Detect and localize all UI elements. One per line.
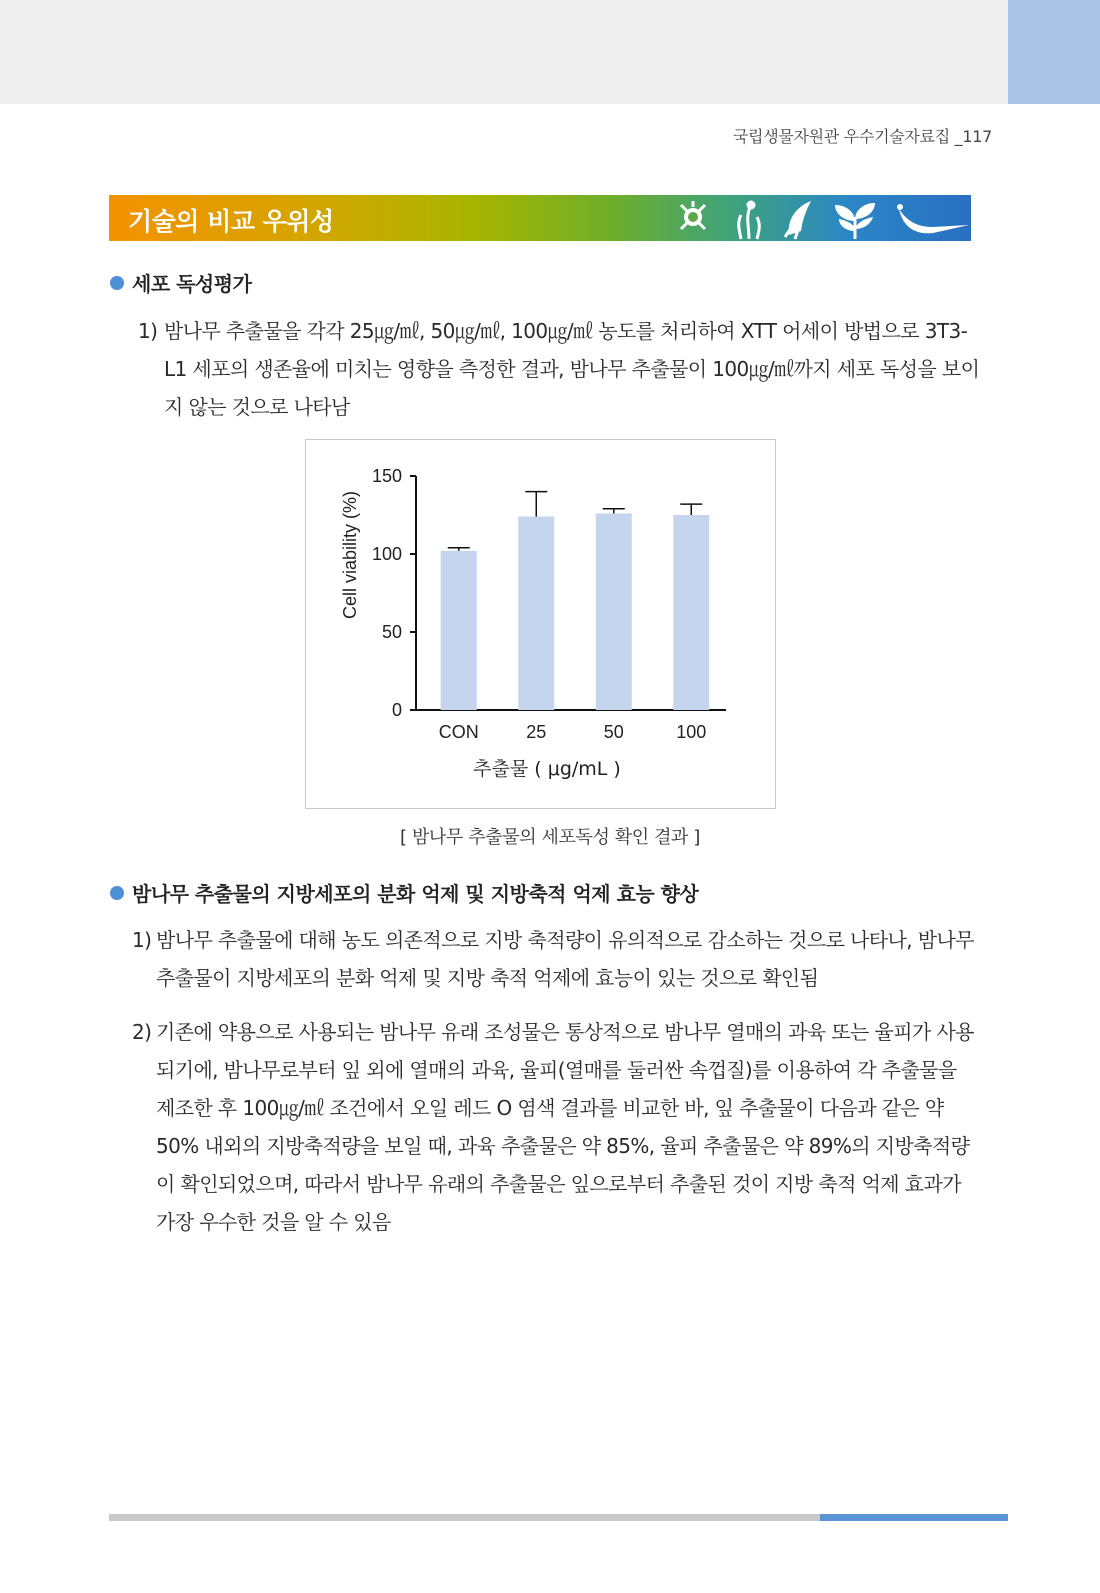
x-tick-label: 25 [526,722,547,742]
section-title-text: 밤나무 추출물의 지방세포의 분화 억제 및 지방축적 억제 효능 향상 [132,882,699,906]
section-banner [109,195,971,241]
banner-illustrations [671,195,971,241]
x-tick-label: 50 [603,722,624,742]
page-tab [1008,0,1100,104]
x-tick-label: CON [438,722,479,742]
plant-icon [739,202,760,239]
bug-icon [681,201,705,229]
y-tick-label: 0 [391,700,402,720]
section-title-cytotoxicity [110,268,251,297]
x-axis-label: 추출물 ( μg/mL ) [473,758,621,780]
bar-100 [673,515,709,710]
y-tick-label: 100 [371,544,402,564]
paragraph-item [132,921,980,997]
x-tick-label: 100 [676,722,707,742]
figure-frame [305,439,776,809]
item-text: 밤나무 추출물에 대해 농도 의존적으로 지방 축적량이 유의적으로 감소하는 것으로 나타나, 밤나무 추출물이 지방세포의 분화 억제 및 지방 축적 억제에 효능이 있는 것으로 확인됨 [156,928,974,990]
item-number: 1) [132,928,152,952]
bird-icon [897,204,969,233]
figure-caption: [ 밤나무 추출물의 세포독성 확인 결과 ] [400,827,700,848]
paragraph-item [132,1013,980,1241]
y-axis-label: Cell viability (%) [340,490,360,620]
section-title-text: 세포 독성평가 [132,272,252,296]
cell-viability-chart [306,440,775,808]
bar-50 [596,513,632,710]
item-text: 밤나무 추출물을 각각 25㎍/㎖, 50㎍/㎖, 100㎍/㎖ 농도를 처리하여 XTT 어세이 방법으로 3T3-L1 세포의 생존율에 미치는 영향을 측정한 결과, 밤나무 추출물이 100㎍/㎖까지 세포 독성을 보이지 않는 것으로 나타남 [164,319,980,419]
y-tick-label: 150 [371,466,402,486]
item-number: 2) [132,1020,152,1044]
y-tick-label: 50 [381,622,402,642]
running-header: 국립생물자원관 우수기술자료집 _117 [732,127,992,146]
item-text: 기존에 약용으로 사용되는 밤나무 유래 조성물은 통상적으로 밤나무 열매의 과육 또는 율피가 사용되기에, 밤나무로부터 잎 외에 열매의 과육, 율피(열매를 둘러싼 속껍질)를 이용하여 각 추출물을 제조한 후 100㎍/㎖ 조건에서 오일 레드 O 염색 결과를 비교한 바, 잎 추출물이 다음과 같은 약 50% 내외의 지방축적량을 보일 때, 과육 추출물은 약 85%, 율피 추출물은 약 89%의 지방축적량이 확인되었으며, 따라서 밤나무 유래의 추출물은 잎으로부터 추출된 것이 지방 축적 억제 효과가 가장 우수한 것을 알 수 있음 [156,1020,974,1234]
bar-con [441,551,477,710]
bullet-icon [110,886,124,900]
banner-title: 기술의 비교 우위성 [128,207,334,236]
footer-rule-gray [109,1514,820,1521]
bullet-icon [110,276,124,290]
sprout-icon [835,203,875,239]
bar-25 [518,517,554,710]
item-number: 1) [138,319,158,343]
flea-icon [785,201,811,239]
paragraph-item [138,312,980,426]
section-title-fat-inhibition [110,878,698,907]
top-band [0,0,1100,104]
footer-rule-blue [820,1514,1008,1521]
